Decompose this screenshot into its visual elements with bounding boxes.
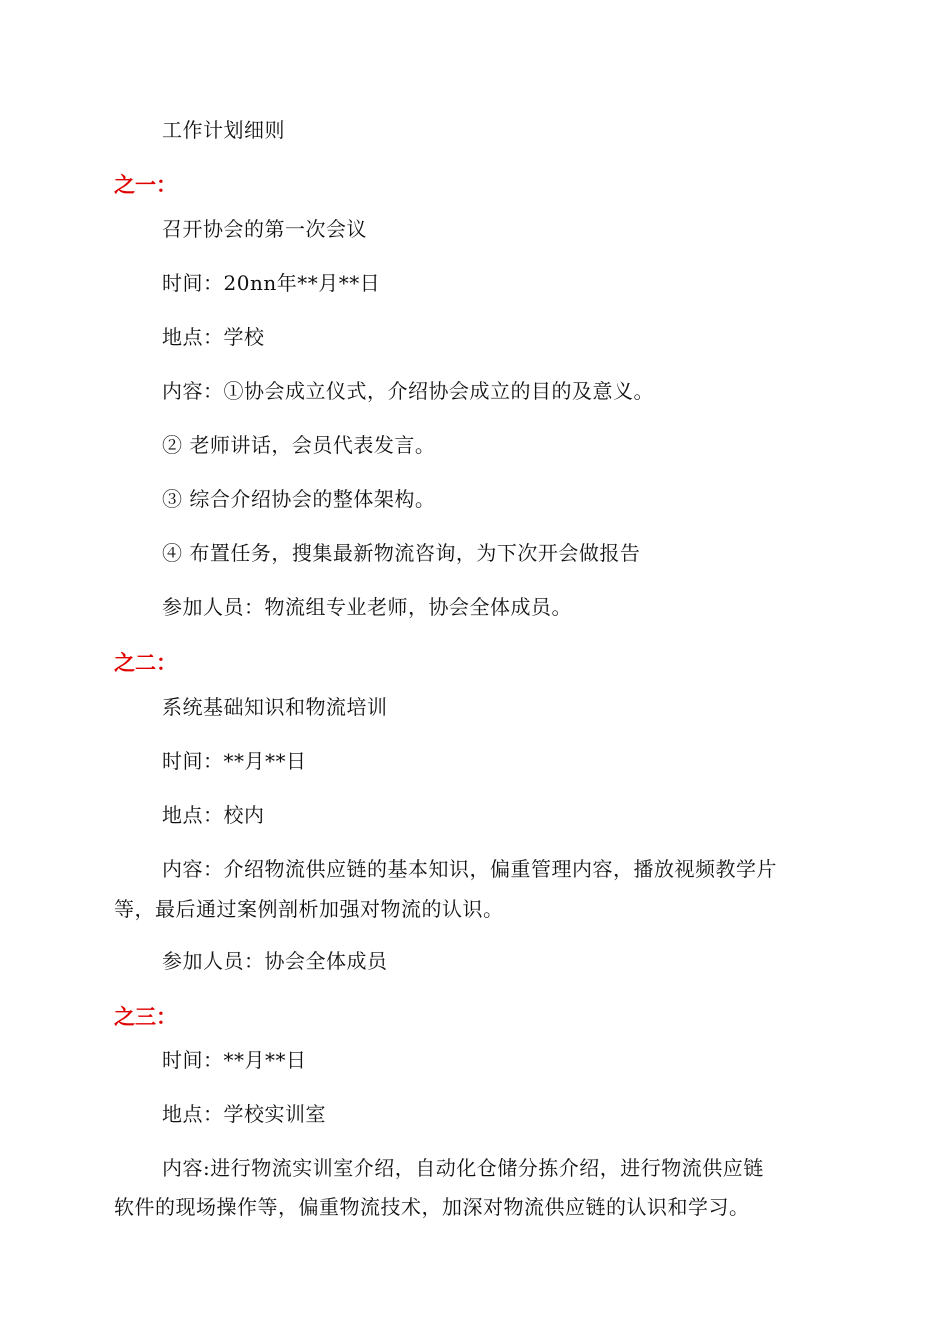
section-2-place: 地点：校内 bbox=[162, 803, 265, 827]
section-3-place: 地点：学校实训室 bbox=[162, 1102, 326, 1126]
section-3-heading: 之三： bbox=[114, 1005, 177, 1029]
section-3-content-line-1: 内容:进行物流实训室介绍，自动化仓储分拣介绍，进行物流供应链 bbox=[162, 1156, 764, 1180]
section-2-time: 时间：**月**日 bbox=[162, 749, 307, 773]
section-3-time: 时间：**月**日 bbox=[162, 1048, 307, 1072]
section-1-time: 时间：20nn年**月**日 bbox=[162, 271, 381, 295]
section-3-content-line-2: 软件的现场操作等，偏重物流技术，加深对物流供应链的认识和学习。 bbox=[114, 1195, 750, 1219]
section-1-item-2: ② 老师讲话，会员代表发言。 bbox=[162, 433, 436, 457]
section-1-participants: 参加人员：物流组专业老师，协会全体成员。 bbox=[162, 595, 572, 619]
section-2-participants: 参加人员：协会全体成员 bbox=[162, 949, 388, 973]
section-1-heading: 之一： bbox=[114, 173, 177, 197]
document-title: 工作计划细则 bbox=[162, 118, 285, 142]
section-1-subject: 召开协会的第一次会议 bbox=[162, 217, 367, 241]
section-1-content: 内容：①协会成立仪式，介绍协会成立的目的及意义。 bbox=[162, 379, 654, 403]
section-1-item-4: ④ 布置任务，搜集最新物流咨询，为下次开会做报告 bbox=[162, 541, 641, 565]
section-2-heading: 之二： bbox=[114, 651, 177, 675]
section-1-item-3: ③ 综合介绍协会的整体架构。 bbox=[162, 487, 436, 511]
section-1-place: 地点：学校 bbox=[162, 325, 265, 349]
section-2-content-line-1: 内容：介绍物流供应链的基本知识，偏重管理内容，播放视频教学片 bbox=[162, 857, 777, 881]
section-2-subject: 系统基础知识和物流培训 bbox=[162, 695, 388, 719]
section-2-content-line-2: 等，最后通过案例剖析加强对物流的认识。 bbox=[114, 897, 504, 921]
